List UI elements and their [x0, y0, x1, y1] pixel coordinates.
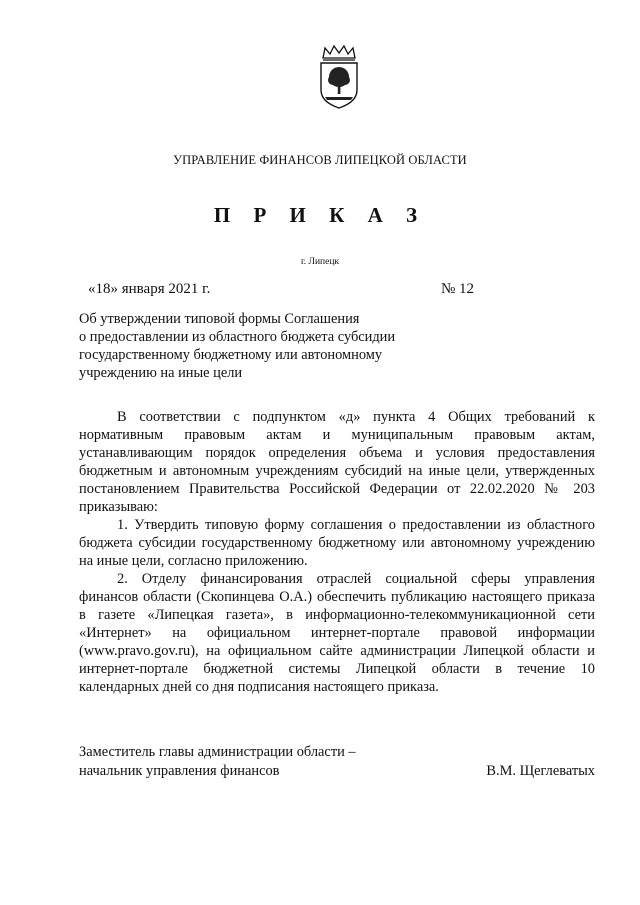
coat-of-arms-icon: [315, 44, 363, 110]
preamble-paragraph: В соответствии с подпунктом «д» пункта 4 Общих требований к нормативным правовым актам и муниципальным правовым актам, устанавливающим порядок определения объема и условия предоставления бюджетным и автономным учреждениям субсидий на иные цели, утвержденных постановлением Правительства Российской Федерации от 22.02.2020 № 203 приказываю:: [79, 409, 595, 515]
signature-block: [79, 743, 595, 781]
signatory-name: В.М. Щеглеватых: [486, 763, 595, 779]
subject-line: о предоставлении из областного бюджета субсидии: [79, 329, 396, 345]
order-date: «18» января 2021 г.: [88, 281, 211, 297]
city-label: г. Липецк: [300, 257, 340, 267]
signatory-position-line2: начальник управления финансов: [79, 763, 280, 779]
order-body: [79, 408, 595, 696]
subject-line: государственному бюджетному или автономному: [79, 347, 383, 363]
signatory-position-line1: Заместитель главы администрации области –: [79, 744, 356, 760]
clause-1-paragraph: 1. Утвердить типовую форму соглашения о предоставлении из областного бюджета субсидии государственному бюджетному или автономному учреждению на иные цели, согласно приложению.: [79, 517, 595, 569]
organization-name: УПРАВЛЕНИЕ ФИНАНСОВ ЛИПЕЦКОЙ ОБЛАСТИ: [173, 153, 467, 167]
order-number: № 12: [441, 281, 475, 297]
document-title: П Р И К А З: [213, 203, 427, 227]
subject-line: учреждению на иные цели: [79, 365, 243, 381]
clause-2-paragraph: 2. Отделу финансирования отраслей социальной сферы управления финансов области (Скопинцева О.А.) обеспечить публикацию настоящего приказа в газете «Липецкая газета», в информационно-телекоммуникационной сети «Интернет» на официальном интернет-портале правовой информации (www.pravo.gov.ru), на официальном сайте администрации Липецкой области и интернет-портале бюджетной системы Липецкой области в течение 10 календарных дней со дня подписания настоящего приказа.: [79, 571, 595, 695]
order-subject: [79, 310, 439, 382]
subject-line: Об утверждении типовой формы Соглашения: [79, 311, 360, 327]
